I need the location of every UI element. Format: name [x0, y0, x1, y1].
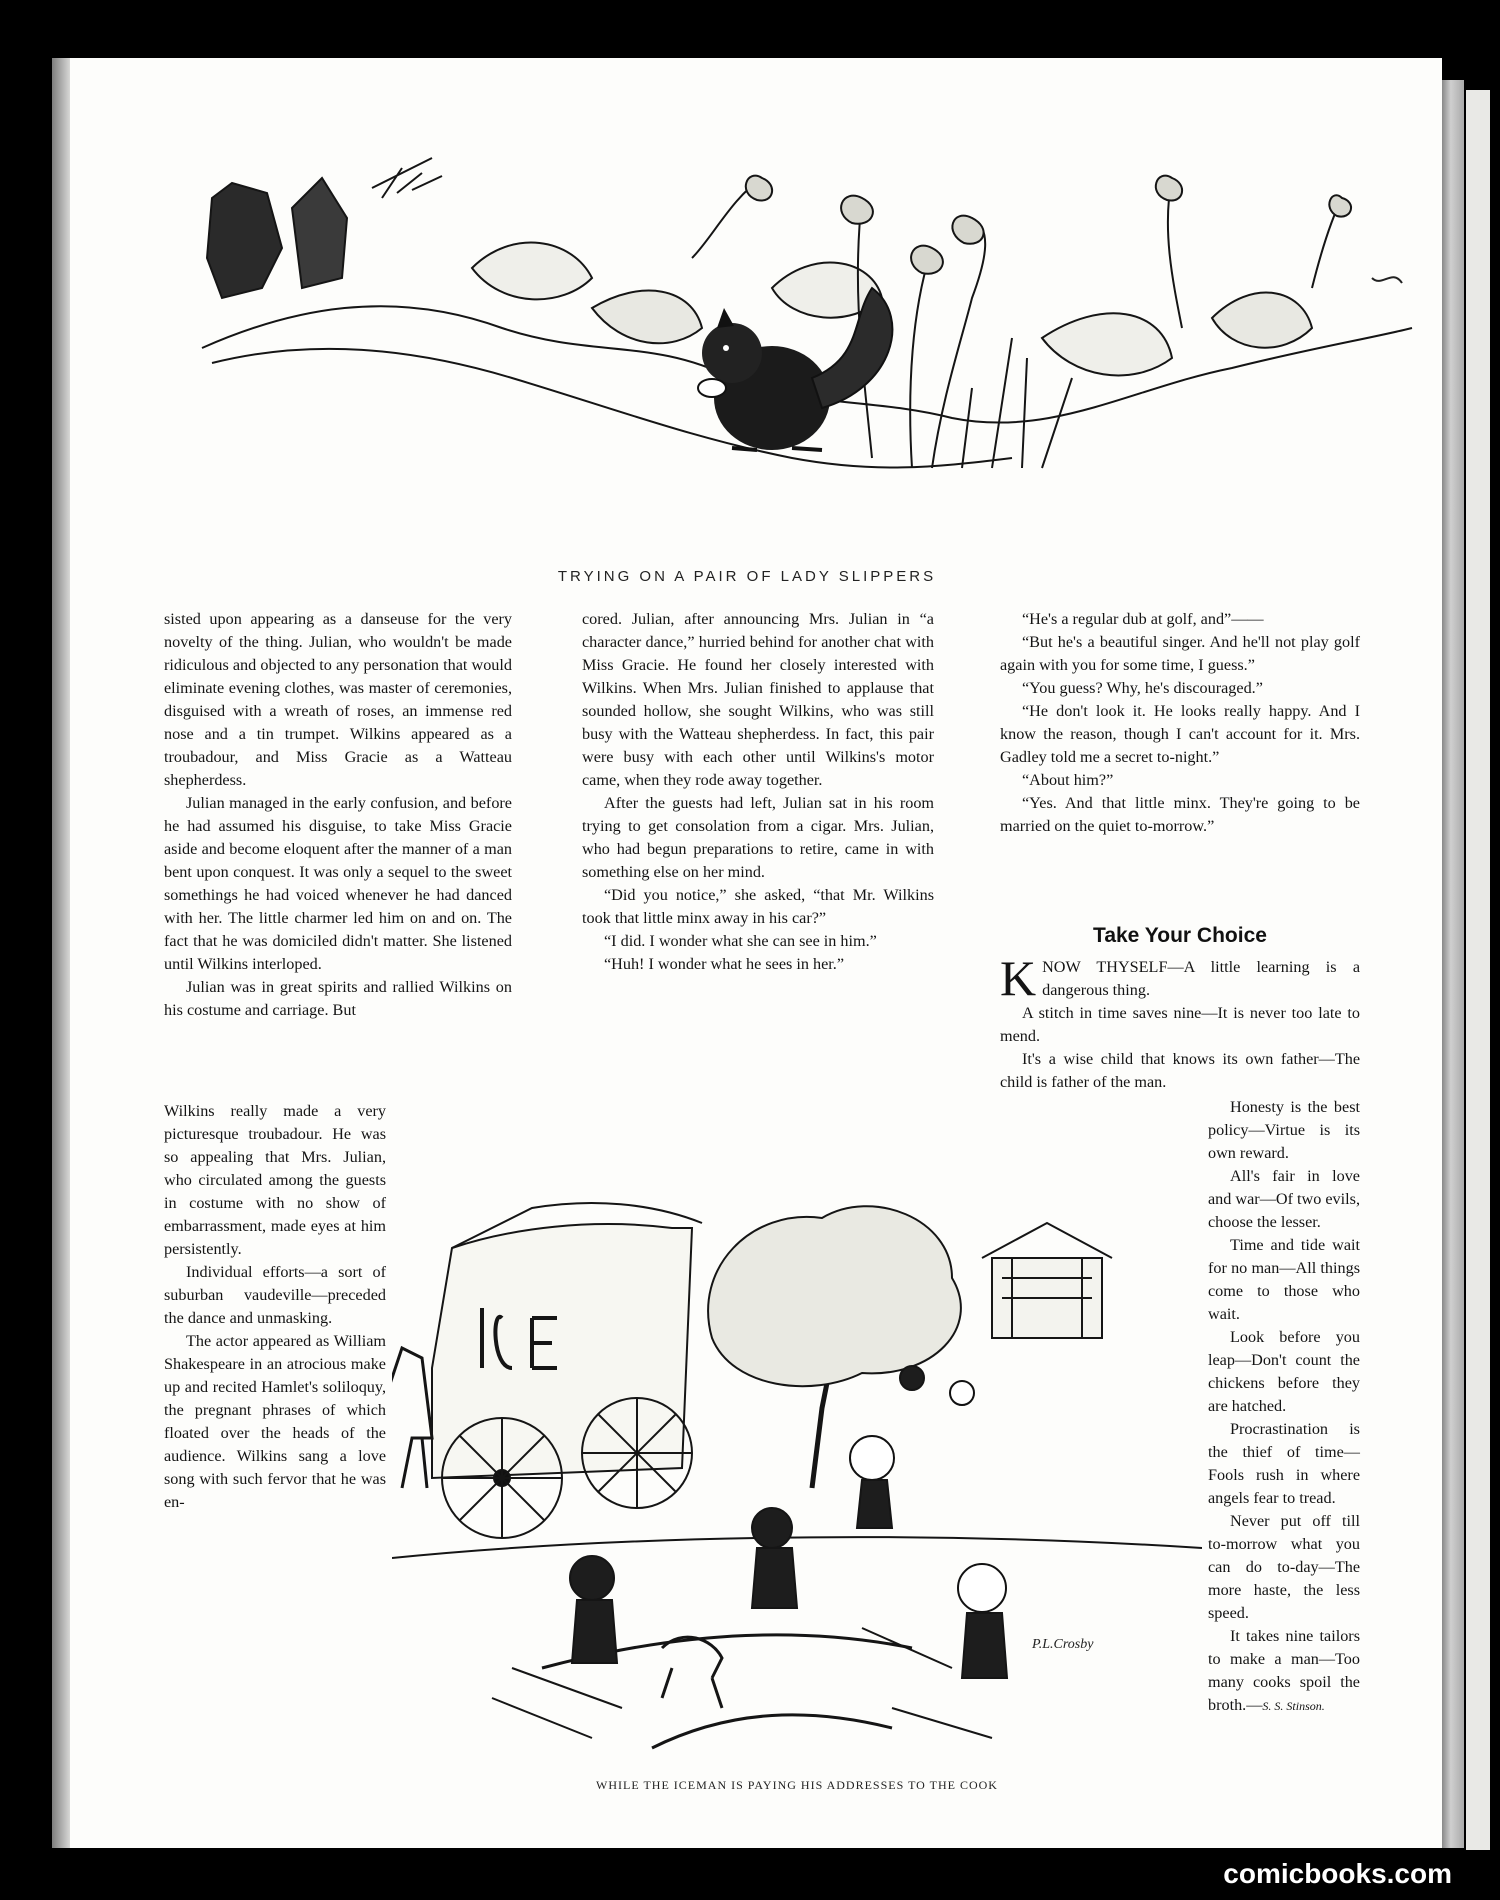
- sidebar-first-paragraph: [1000, 950, 1360, 1006]
- paragraph: After the guests had left, Julian sat in his room trying to get consolation from a cigar. Mrs. Julian, who had begun preparations to retire, came in with something else on her mind.: [582, 794, 934, 881]
- watermark: comicbooks.com: [1223, 1858, 1452, 1889]
- sidebar-narrow: [1208, 1096, 1360, 1718]
- story-column-1: [164, 608, 512, 1022]
- proverb: Procrastination is the thief of time—Fools rush in where angels fear to tread.: [1208, 1420, 1360, 1507]
- paragraph: Julian managed in the early confusion, and before he had assumed his disguise, to take Miss Gracie aside and become eloquent after the manner of a man bent upon conquest. It was only a sequel to the sweet somethings he had voiced whenever he had danced with her. The little charmer led him on and on. The fact that he was domiciled didn't matter. She listened until Wilkins interloped.: [164, 794, 512, 973]
- paragraph: “About him?”: [1022, 771, 1114, 789]
- paragraph: cored. Julian, after announcing Mrs. Julian in “a character dance,” hurried behind for another chat with Miss Gracie. He found her closely interested with Wilkins. When Mrs. Julian finished to applause that sounded hollow, she sought Wilkins, who was still busy with the Watteau shepherdess. In fact, this pair were busy with each other until Wilkins's motor came, when they rode away together.: [582, 610, 934, 789]
- story-column-3: [1000, 608, 1360, 838]
- story-column-1-narrow: [164, 1100, 386, 1514]
- sidebar-first-line: NOW THYSELF—A little learning is a dangerous thing.: [1042, 958, 1360, 999]
- paragraph: Wilkins really made a very picturesque troubadour. He was so appealing that Mrs. Julian, who circulated among the guests in costume with no show of embarrassment, made eyes at him persistently.: [164, 1102, 386, 1258]
- proverb: Time and tide wait for no man—All things come to those who wait.: [1208, 1236, 1360, 1323]
- magazine-page: [52, 58, 1442, 1848]
- paragraph: “You guess? Why, he's discouraged.”: [1022, 679, 1263, 697]
- top-illustration-caption: TRYING ON A PAIR OF LADY SLIPPERS: [557, 568, 937, 585]
- squirrel-flowers-illustration: [172, 138, 1432, 548]
- binding-spine: [52, 58, 70, 1848]
- artist-signature: P.L.Crosby: [1032, 1637, 1094, 1652]
- paragraph: Julian was in great spirits and rallied Wilkins on his costume and carriage. But: [164, 978, 512, 1019]
- next-page-edge: [1466, 90, 1490, 1850]
- bottom-illustration-caption: WHILE THE ICEMAN IS PAYING HIS ADDRESSES TO THE COOK: [596, 1778, 998, 1792]
- paragraph: sisted upon appearing as a danseuse for the very novelty of the thing. Julian, who wouldn't be made ridiculous and objected to any personation that would eliminate evening clothes, was master of ceremonies, disguised with a wreath of roses, an immense red nose and a tin trumpet. Wilkins appeared as a troubadour, and Miss Gracie as a Watteau shepherdess.: [164, 610, 512, 789]
- proverb: [1208, 1625, 1360, 1718]
- paragraph: “He don't look it. He looks really happy. And I know the reason, though I can't account for it. Mrs. Gadley told me a secret to-night.”: [1000, 702, 1360, 766]
- paragraph: “Did you notice,” she asked, “that Mr. Wilkins took that little minx away in his car?”: [582, 886, 934, 927]
- proverb: Honesty is the best policy—Virtue is its own reward.: [1208, 1098, 1360, 1162]
- paragraph: “Huh! I wonder what he sees in her.”: [604, 955, 845, 973]
- sidebar-wide: [1000, 950, 1360, 1094]
- paragraph: “I did. I wonder what she can see in him.”: [604, 932, 877, 950]
- paragraph: Individual efforts—a sort of suburban vaudeville—preceded the dance and unmasking.: [164, 1263, 386, 1327]
- sidebar-heading: Take Your Choice: [1093, 924, 1267, 947]
- proverb: Never put off till to-morrow what you can do to-day—The more haste, the less speed.: [1208, 1512, 1360, 1622]
- drop-cap: K: [1000, 950, 1037, 1006]
- story-column-2: [582, 608, 934, 976]
- proverb: Look before you leap—Don't count the chickens before they are hatched.: [1208, 1328, 1360, 1415]
- paragraph: The actor appeared as William Shakespeare in an atrocious make up and recited Hamlet's soliloquy, the pregnant phrases of which floated over the heads of the audience. Wilkins sang a love song with such fervor that he was en-: [164, 1332, 386, 1511]
- paragraph: “Yes. And that little minx. They're going to be married on the quiet to-morrow.”: [1000, 794, 1360, 835]
- proverb: All's fair in love and war—Of two evils, choose the lesser.: [1208, 1167, 1360, 1231]
- proverb-text: It takes nine tailors to make a man—Too many cooks spoil the broth.—: [1208, 1627, 1360, 1714]
- proverb: It's a wise child that knows its own father—The child is father of the man.: [1000, 1050, 1360, 1091]
- ice-wagon-illustration: [392, 1108, 1202, 1768]
- paragraph: “But he's a beautiful singer. And he'll not play golf again with you for some time, I guess.”: [1000, 633, 1360, 674]
- attribution: S. S. Stinson.: [1262, 1699, 1325, 1713]
- paragraph: “He's a regular dub at golf, and”——: [1022, 610, 1264, 628]
- proverb: A stitch in time saves nine—It is never too late to mend.: [1000, 1004, 1360, 1045]
- page-edge: [1442, 80, 1464, 1848]
